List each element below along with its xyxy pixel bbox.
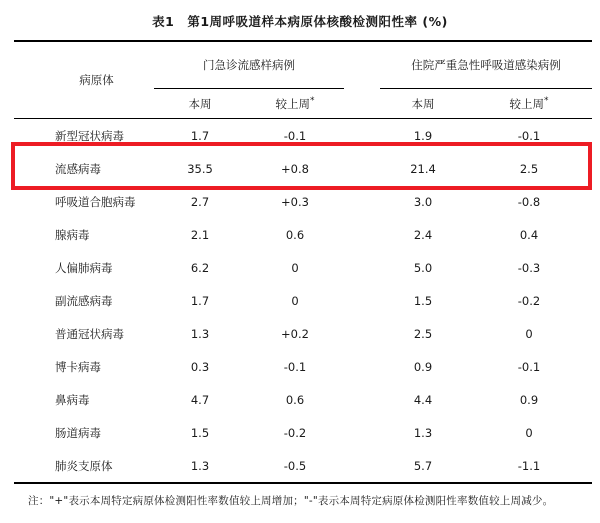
ili-change-value: 0.6 <box>285 392 305 407</box>
table-row <box>14 284 592 317</box>
ili-change-value: -0.1 <box>283 359 307 374</box>
vs-last-week-label: 较上周 <box>509 96 544 111</box>
sari-week-value: 1.3 <box>413 425 433 440</box>
column-spacer <box>344 119 380 153</box>
footnote: 注："+"表示本周特定病原体检测阳性率数值较上周增加；"-"表示本周特定病原体检测阳性率数值较上周减少。 <box>28 495 554 507</box>
vs-last-week-label: 较上周 <box>275 96 310 111</box>
group-header-outpatient-ili: 门急诊流感样病例 <box>154 41 344 89</box>
ili-change-value: 0 <box>291 260 299 275</box>
ili-change-value: -0.1 <box>283 128 307 143</box>
table-row <box>14 449 592 483</box>
table-title: 表1 第1周呼吸道样本病原体核酸检测阳性率 (%) <box>152 14 448 29</box>
sari-week-value: 1.9 <box>413 128 433 143</box>
pathogen-name: 鼻病毒 <box>55 392 90 407</box>
subheader-sari-this-week: 本周 <box>380 89 466 119</box>
ili-week-value: 2.7 <box>190 194 210 209</box>
table-row <box>14 416 592 449</box>
ili-change-value: 0.6 <box>285 227 305 242</box>
table-row <box>14 218 592 251</box>
column-spacer <box>344 416 380 449</box>
pathogen-name: 副流感病毒 <box>55 293 113 308</box>
column-spacer <box>344 41 380 89</box>
ili-week-value: 1.3 <box>154 449 246 483</box>
column-spacer <box>344 350 380 383</box>
ili-week-value: 35.5 <box>187 161 213 176</box>
ili-week-value: 1.7 <box>190 128 210 143</box>
pathogen-column-header: 病原体 <box>14 41 154 119</box>
ili-week-value: 4.7 <box>190 392 210 407</box>
table-row <box>14 350 592 383</box>
pathogen-name: 流感病毒 <box>55 161 101 176</box>
subheader-ili-this-week: 本周 <box>154 89 246 119</box>
pathogen-positivity-table <box>14 40 592 484</box>
pathogen-name: 肺炎支原体 <box>14 449 154 483</box>
column-spacer <box>344 89 380 119</box>
column-spacer <box>344 449 380 483</box>
table-row <box>14 317 592 350</box>
ili-change-value: +0.2 <box>281 326 309 341</box>
sari-change-value: -0.8 <box>517 194 541 209</box>
ili-change-value: +0.3 <box>281 194 309 209</box>
asterisk-mark: * <box>310 95 315 106</box>
sari-change-value: 0.4 <box>519 227 539 242</box>
ili-change-value: +0.8 <box>281 161 309 176</box>
sari-week-value: 0.9 <box>413 359 433 374</box>
sari-change-value: 0 <box>525 425 533 440</box>
sari-week-value: 2.4 <box>413 227 433 242</box>
ili-week-value: 1.7 <box>190 293 210 308</box>
sari-change-value: -0.1 <box>517 128 541 143</box>
table-row-highlighted <box>14 152 592 185</box>
ili-change-value: -0.5 <box>246 449 344 483</box>
group-header-row <box>14 41 592 89</box>
ili-week-value: 6.2 <box>190 260 210 275</box>
table-row <box>14 185 592 218</box>
sari-week-value: 5.7 <box>380 449 466 483</box>
sari-week-value: 4.4 <box>413 392 433 407</box>
sari-change-value: 0 <box>525 326 533 341</box>
asterisk-mark: * <box>544 95 549 106</box>
column-spacer <box>344 251 380 284</box>
ili-change-value: -0.2 <box>283 425 307 440</box>
sari-week-value: 5.0 <box>413 260 433 275</box>
ili-week-value: 2.1 <box>190 227 210 242</box>
table-row <box>14 251 592 284</box>
subheader-sari-vs-last-week <box>466 89 592 119</box>
column-spacer <box>344 317 380 350</box>
ili-change-value: 0 <box>291 293 299 308</box>
data-table <box>14 40 592 484</box>
sari-week-value: 1.5 <box>413 293 433 308</box>
pathogen-name: 博卡病毒 <box>55 359 101 374</box>
table-row <box>14 119 592 153</box>
sari-change-value: -0.1 <box>517 359 541 374</box>
ili-week-value: 1.3 <box>190 326 210 341</box>
sari-change-value: 2.5 <box>519 161 539 176</box>
pathogen-name: 普通冠状病毒 <box>55 326 124 341</box>
ili-week-value: 0.3 <box>190 359 210 374</box>
column-spacer <box>344 185 380 218</box>
table-row <box>14 383 592 416</box>
sari-week-value: 3.0 <box>413 194 433 209</box>
sari-change-value: 0.9 <box>519 392 539 407</box>
pathogen-name: 呼吸道合胞病毒 <box>55 194 136 209</box>
column-spacer <box>344 383 380 416</box>
group-header-hospitalized-sari: 住院严重急性呼吸道感染病例 <box>380 41 592 89</box>
sari-week-value: 21.4 <box>410 161 436 176</box>
pathogen-name: 新型冠状病毒 <box>55 128 124 143</box>
subheader-ili-vs-last-week <box>246 89 344 119</box>
sari-change-value: -0.2 <box>517 293 541 308</box>
column-spacer <box>344 152 380 185</box>
column-spacer <box>344 284 380 317</box>
ili-week-value: 1.5 <box>190 425 210 440</box>
sari-change-value: -1.1 <box>466 449 592 483</box>
column-spacer <box>344 218 380 251</box>
pathogen-name: 肠道病毒 <box>55 425 101 440</box>
sari-week-value: 2.5 <box>413 326 433 341</box>
pathogen-name: 人偏肺病毒 <box>55 260 113 275</box>
sari-change-value: -0.3 <box>517 260 541 275</box>
pathogen-name: 腺病毒 <box>55 227 90 242</box>
